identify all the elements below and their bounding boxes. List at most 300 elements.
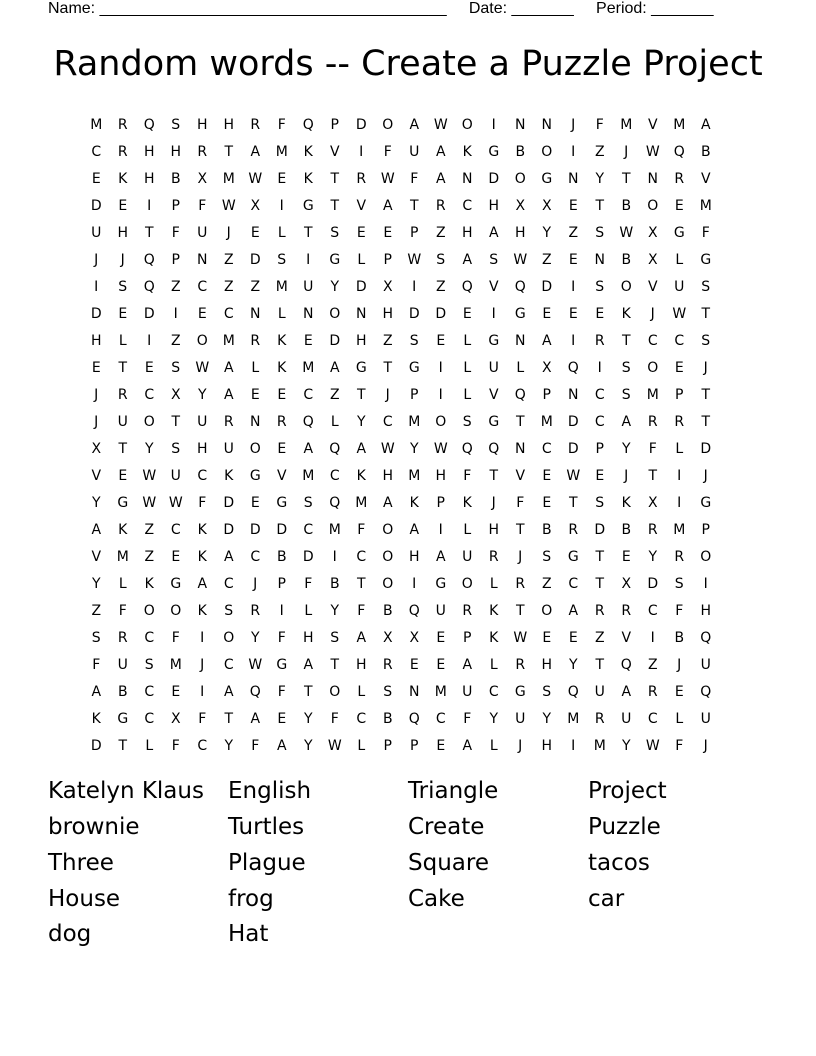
- grid-letter: A: [541, 333, 552, 349]
- grid-letter: V: [647, 117, 658, 133]
- grid-letter: H: [541, 657, 553, 673]
- grid-letter: E: [436, 333, 446, 349]
- grid-letter: Y: [224, 738, 234, 754]
- grid-letter: G: [249, 468, 261, 484]
- grid-letter: E: [542, 630, 552, 646]
- grid-letter: V: [356, 198, 367, 214]
- grid-letter: Z: [170, 333, 181, 349]
- grid-letter: S: [436, 252, 446, 268]
- grid-letter: N: [594, 252, 605, 268]
- grid-letter: E: [383, 225, 393, 241]
- grid-letter: E: [277, 171, 287, 187]
- grid-letter: I: [200, 630, 205, 646]
- grid-letter: E: [277, 387, 287, 403]
- grid-letter: D: [567, 441, 579, 457]
- grid-letter: L: [145, 738, 154, 754]
- grid-letter: I: [279, 198, 284, 214]
- grid-row: [83, 436, 719, 463]
- grid-letter: F: [330, 711, 339, 727]
- grid-letter: T: [701, 414, 711, 430]
- grid-letter: Z: [541, 252, 552, 268]
- grid-letter: D: [223, 522, 235, 538]
- grid-letter: Y: [303, 711, 313, 727]
- grid-letter: P: [675, 387, 684, 403]
- grid-letter: U: [117, 657, 128, 673]
- grid-letter: D: [647, 576, 659, 592]
- grid-letter: T: [701, 387, 711, 403]
- grid-letter: K: [277, 360, 287, 376]
- grid-row: [83, 328, 719, 355]
- grid-letter: C: [144, 684, 155, 700]
- grid-row: [83, 382, 719, 409]
- grid-letter: N: [515, 333, 526, 349]
- grid-letter: T: [118, 441, 128, 457]
- grid-letter: E: [277, 441, 287, 457]
- grid-letter: C: [144, 711, 155, 727]
- grid-letter: I: [173, 306, 178, 322]
- grid-letter: E: [91, 360, 101, 376]
- grid-letter: O: [223, 630, 235, 646]
- grid-letter: C: [197, 468, 208, 484]
- grid-letter: R: [250, 333, 261, 349]
- grid-letter: I: [438, 387, 443, 403]
- grid-letter: N: [647, 171, 658, 187]
- grid-letter: D: [223, 495, 235, 511]
- grid-letter: J: [120, 252, 125, 268]
- grid-letter: M: [620, 117, 633, 133]
- grid-letter: C: [144, 630, 155, 646]
- grid-letter: J: [253, 576, 258, 592]
- grid-letter: U: [594, 684, 605, 700]
- grid-letter: G: [514, 306, 526, 322]
- grid-letter: X: [170, 711, 181, 727]
- grid-letter: E: [250, 495, 260, 511]
- grid-letter: J: [624, 468, 629, 484]
- grid-letter: P: [410, 225, 419, 241]
- grid-letter: L: [118, 333, 127, 349]
- grid-letter: X: [250, 198, 261, 214]
- grid-letter: T: [144, 225, 154, 241]
- grid-letter: W: [195, 360, 210, 376]
- grid-letter: Q: [143, 252, 155, 268]
- grid-letter: F: [516, 495, 525, 511]
- grid-letter: C: [462, 198, 473, 214]
- grid-letter: B: [621, 252, 632, 268]
- grid-row: [83, 220, 719, 247]
- grid-letter: C: [382, 414, 393, 430]
- grid-letter: M: [673, 117, 686, 133]
- grid-letter: J: [703, 738, 708, 754]
- grid-row: [83, 112, 719, 139]
- grid-letter: T: [330, 657, 340, 673]
- grid-letter: S: [701, 279, 711, 295]
- grid-letter: L: [118, 576, 127, 592]
- grid-letter: F: [277, 630, 286, 646]
- grid-letter: Y: [489, 711, 499, 727]
- grid-letter: P: [542, 387, 551, 403]
- grid-row: [83, 571, 719, 598]
- grid-letter: M: [275, 279, 288, 295]
- grid-letter: E: [462, 306, 472, 322]
- grid-letter: X: [541, 360, 552, 376]
- grid-letter: F: [251, 738, 260, 754]
- grid-letter: R: [515, 657, 526, 673]
- grid-letter: H: [700, 603, 712, 619]
- grid-letter: R: [674, 414, 685, 430]
- grid-letter: W: [433, 441, 448, 457]
- grid-letter: I: [147, 198, 152, 214]
- grid-letter: M: [540, 414, 553, 430]
- grid-letter: G: [276, 495, 288, 511]
- grid-letter: J: [518, 549, 523, 565]
- grid-letter: U: [197, 414, 208, 430]
- grid-letter: T: [118, 360, 128, 376]
- grid-letter: F: [383, 144, 392, 160]
- grid-letter: H: [196, 441, 208, 457]
- grid-letter: P: [330, 117, 339, 133]
- grid-letter: W: [142, 468, 157, 484]
- grid-letter: B: [382, 603, 393, 619]
- grid-row: [83, 490, 719, 517]
- grid-letter: M: [673, 522, 686, 538]
- word-list-item: tacos: [588, 850, 650, 876]
- word-list-item: Cake: [408, 886, 465, 912]
- grid-letter: D: [541, 279, 553, 295]
- grid-letter: L: [357, 252, 366, 268]
- grid-letter: C: [91, 144, 102, 160]
- grid-letter: E: [250, 387, 260, 403]
- grid-letter: Z: [594, 630, 605, 646]
- grid-letter: Y: [595, 171, 605, 187]
- grid-letter: F: [171, 738, 180, 754]
- grid-letter: M: [646, 387, 659, 403]
- grid-letter: V: [329, 144, 340, 160]
- grid-letter: R: [462, 603, 473, 619]
- grid-letter: G: [700, 495, 712, 511]
- grid-letter: X: [91, 441, 102, 457]
- grid-letter: A: [435, 549, 446, 565]
- grid-letter: N: [541, 117, 552, 133]
- grid-letter: T: [595, 549, 605, 565]
- grid-letter: S: [330, 630, 340, 646]
- grid-letter: Z: [91, 603, 102, 619]
- grid-letter: M: [434, 684, 447, 700]
- grid-letter: A: [700, 117, 711, 133]
- grid-letter: M: [222, 333, 235, 349]
- grid-row: [83, 733, 719, 760]
- grid-letter: P: [171, 252, 180, 268]
- page-title: Random words -- Create a Puzzle Project: [53, 44, 763, 84]
- grid-letter: L: [251, 360, 260, 376]
- grid-letter: O: [461, 117, 473, 133]
- grid-letter: H: [514, 225, 526, 241]
- grid-letter: O: [514, 171, 526, 187]
- grid-letter: J: [571, 117, 576, 133]
- grid-letter: D: [435, 306, 447, 322]
- grid-letter: T: [118, 738, 128, 754]
- grid-letter: V: [647, 279, 658, 295]
- grid-letter: R: [674, 549, 685, 565]
- grid-letter: O: [647, 198, 659, 214]
- grid-letter: M: [90, 117, 103, 133]
- grid-letter: M: [275, 144, 288, 160]
- grid-letter: F: [277, 684, 286, 700]
- grid-letter: X: [382, 279, 393, 295]
- grid-letter: B: [621, 522, 632, 538]
- grid-letter: W: [672, 306, 687, 322]
- grid-letter: F: [463, 711, 472, 727]
- grid-letter: F: [357, 522, 366, 538]
- grid-letter: Y: [409, 441, 419, 457]
- grid-letter: E: [91, 171, 101, 187]
- grid-letter: Z: [594, 144, 605, 160]
- grid-letter: U: [170, 468, 181, 484]
- grid-letter: Y: [250, 630, 260, 646]
- grid-letter: V: [91, 468, 102, 484]
- grid-letter: T: [409, 198, 419, 214]
- grid-letter: Z: [435, 225, 446, 241]
- grid-letter: T: [356, 576, 366, 592]
- grid-letter: C: [594, 387, 605, 403]
- grid-letter: R: [250, 603, 261, 619]
- grid-letter: H: [117, 225, 129, 241]
- grid-letter: E: [674, 684, 684, 700]
- word-list-item: English: [228, 778, 312, 804]
- grid-letter: M: [302, 360, 315, 376]
- word-list-item: Create: [408, 814, 485, 840]
- grid-letter: I: [279, 603, 284, 619]
- grid-letter: A: [276, 738, 287, 754]
- grid-letter: K: [356, 468, 366, 484]
- grid-letter: G: [567, 549, 579, 565]
- grid-letter: U: [303, 279, 314, 295]
- grid-letter: A: [250, 144, 261, 160]
- grid-letter: L: [489, 657, 498, 673]
- grid-letter: I: [147, 333, 152, 349]
- grid-letter: E: [568, 252, 578, 268]
- grid-letter: C: [197, 279, 208, 295]
- grid-letter: S: [330, 225, 340, 241]
- grid-letter: I: [200, 684, 205, 700]
- grid-letter: T: [595, 198, 605, 214]
- grid-row: [83, 409, 719, 436]
- grid-letter: T: [224, 711, 234, 727]
- grid-letter: E: [436, 630, 446, 646]
- grid-letter: X: [515, 198, 526, 214]
- grid-letter: E: [568, 630, 578, 646]
- grid-letter: W: [619, 225, 634, 241]
- word-list-item: Project: [588, 778, 667, 804]
- grid-letter: T: [224, 144, 234, 160]
- grid-letter: F: [92, 657, 101, 673]
- grid-letter: A: [462, 738, 473, 754]
- grid-letter: L: [516, 360, 525, 376]
- grid-letter: Y: [91, 495, 101, 511]
- grid-letter: S: [171, 117, 181, 133]
- grid-letter: H: [196, 117, 208, 133]
- grid-letter: M: [328, 522, 341, 538]
- grid-letter: R: [382, 657, 393, 673]
- grid-letter: W: [380, 441, 395, 457]
- grid-letter: L: [357, 738, 366, 754]
- grid-letter: O: [541, 144, 553, 160]
- grid-letter: A: [91, 522, 102, 538]
- grid-letter: K: [303, 144, 313, 160]
- word-search-grid: [83, 112, 719, 760]
- grid-letter: C: [647, 333, 658, 349]
- grid-letter: L: [463, 333, 472, 349]
- grid-letter: Z: [541, 576, 552, 592]
- grid-letter: E: [436, 738, 446, 754]
- grid-letter: X: [197, 171, 208, 187]
- grid-row: [83, 598, 719, 625]
- grid-letter: F: [198, 495, 207, 511]
- grid-letter: H: [223, 117, 235, 133]
- grid-letter: V: [515, 468, 526, 484]
- grid-letter: U: [462, 549, 473, 565]
- grid-letter: T: [515, 414, 525, 430]
- grid-letter: X: [647, 495, 658, 511]
- grid-letter: Q: [567, 684, 579, 700]
- grid-letter: S: [542, 549, 552, 565]
- grid-letter: L: [489, 738, 498, 754]
- grid-letter: A: [223, 549, 234, 565]
- grid-letter: E: [118, 306, 128, 322]
- grid-letter: Y: [621, 738, 631, 754]
- word-list-item: car: [588, 886, 625, 912]
- grid-letter: O: [382, 549, 394, 565]
- grid-letter: L: [675, 252, 684, 268]
- grid-letter: R: [647, 684, 658, 700]
- grid-letter: W: [168, 495, 183, 511]
- grid-letter: N: [303, 306, 314, 322]
- grid-letter: B: [674, 630, 685, 646]
- grid-letter: W: [433, 117, 448, 133]
- grid-letter: J: [703, 360, 708, 376]
- grid-letter: Y: [542, 711, 552, 727]
- grid-letter: G: [435, 576, 447, 592]
- grid-letter: E: [568, 306, 578, 322]
- grid-letter: A: [382, 198, 393, 214]
- grid-row: [83, 652, 719, 679]
- grid-letter: W: [248, 171, 263, 187]
- grid-letter: L: [330, 414, 339, 430]
- grid-letter: X: [382, 630, 393, 646]
- word-list-item: Turtles: [228, 814, 305, 840]
- grid-letter: M: [408, 414, 421, 430]
- grid-letter: L: [489, 576, 498, 592]
- grid-letter: C: [356, 711, 367, 727]
- grid-letter: N: [568, 171, 579, 187]
- grid-letter: V: [91, 549, 102, 565]
- grid-letter: Z: [382, 333, 393, 349]
- grid-letter: Q: [700, 630, 712, 646]
- grid-letter: D: [249, 252, 261, 268]
- grid-letter: O: [647, 360, 659, 376]
- grid-letter: C: [647, 711, 658, 727]
- grid-letter: S: [277, 252, 287, 268]
- grid-row: [83, 301, 719, 328]
- grid-letter: C: [594, 414, 605, 430]
- grid-letter: A: [356, 630, 367, 646]
- grid-letter: N: [515, 117, 526, 133]
- grid-letter: A: [356, 441, 367, 457]
- grid-letter: D: [90, 306, 102, 322]
- grid-letter: F: [357, 603, 366, 619]
- grid-letter: S: [303, 495, 313, 511]
- grid-letter: E: [674, 360, 684, 376]
- grid-letter: V: [700, 171, 711, 187]
- grid-letter: L: [304, 603, 313, 619]
- grid-letter: T: [303, 684, 313, 700]
- grid-letter: B: [276, 549, 287, 565]
- word-list-item: Hat: [228, 921, 269, 947]
- grid-letter: F: [648, 441, 657, 457]
- grid-letter: U: [621, 711, 632, 727]
- grid-letter: E: [118, 198, 128, 214]
- grid-letter: T: [489, 468, 499, 484]
- grid-letter: U: [91, 225, 102, 241]
- grid-letter: G: [302, 198, 314, 214]
- grid-letter: I: [597, 360, 602, 376]
- grid-letter: A: [409, 117, 420, 133]
- grid-letter: O: [435, 414, 447, 430]
- grid-letter: R: [647, 414, 658, 430]
- grid-letter: H: [355, 333, 367, 349]
- grid-letter: I: [332, 549, 337, 565]
- grid-letter: E: [674, 198, 684, 214]
- grid-letter: T: [383, 360, 393, 376]
- grid-letter: C: [223, 576, 234, 592]
- grid-letter: F: [463, 468, 472, 484]
- grid-letter: R: [223, 414, 234, 430]
- grid-letter: M: [222, 171, 235, 187]
- grid-letter: P: [383, 738, 392, 754]
- grid-letter: U: [223, 441, 234, 457]
- grid-letter: F: [595, 117, 604, 133]
- grid-letter: R: [276, 414, 287, 430]
- grid-letter: M: [116, 549, 129, 565]
- grid-letter: G: [117, 711, 129, 727]
- grid-letter: F: [675, 603, 684, 619]
- word-list-item: Katelyn Klaus: [48, 778, 204, 804]
- grid-letter: D: [567, 414, 579, 430]
- grid-letter: F: [701, 225, 710, 241]
- grid-letter: Z: [144, 522, 155, 538]
- grid-letter: Q: [249, 684, 261, 700]
- grid-letter: E: [171, 549, 181, 565]
- grid-letter: O: [541, 603, 553, 619]
- grid-letter: T: [515, 522, 525, 538]
- grid-letter: Y: [356, 414, 366, 430]
- grid-letter: D: [329, 333, 341, 349]
- grid-letter: A: [303, 441, 314, 457]
- grid-letter: P: [463, 630, 472, 646]
- grid-letter: T: [171, 414, 181, 430]
- grid-letter: H: [302, 630, 314, 646]
- grid-letter: R: [117, 630, 128, 646]
- grid-letter: Q: [461, 441, 473, 457]
- grid-letter: Y: [91, 576, 101, 592]
- grid-letter: H: [488, 522, 500, 538]
- grid-letter: S: [542, 684, 552, 700]
- grid-letter: E: [542, 495, 552, 511]
- grid-row: [83, 544, 719, 571]
- grid-letter: I: [650, 630, 655, 646]
- grid-letter: R: [117, 144, 128, 160]
- grid-letter: A: [488, 225, 499, 241]
- grid-row: [83, 193, 719, 220]
